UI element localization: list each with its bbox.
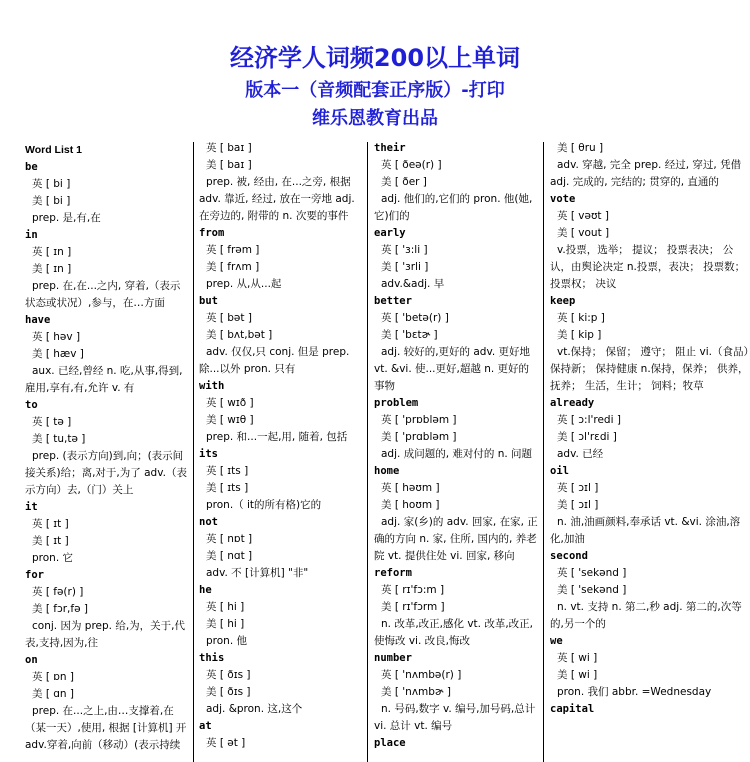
pronunciation-us: 美 [ 'nʌmbɚ ] (381, 686, 451, 698)
pronunciation-uk: 英 [ 'nʌmbə(r) ] (381, 669, 462, 681)
word-entry (550, 463, 750, 548)
word-entry (25, 567, 188, 652)
definition: conj. 因为 prep. 给,为，关于,代表,支持,因为,往 (25, 620, 186, 649)
pronunciation-us: 美 [ ɪts ] (206, 482, 249, 494)
definition: prep. 是,有,在 (32, 212, 101, 224)
pronunciation-uk: 英 [ tə ] (32, 416, 72, 428)
pronunciation-us: 美 [ rɪ'fɔrm ] (381, 601, 445, 613)
word-entry (374, 463, 538, 565)
pronunciation-us: 美 [ hi ] (206, 618, 245, 630)
word-entry (199, 514, 362, 582)
definition: prep. (表示方向)到,向；(表示间接关系)给；离,对于,为了 adv.（表示方向）去,（门）关上 (25, 450, 187, 496)
word-entry (374, 650, 538, 735)
pronunciation-uk: 英 [ 'sekənd ] (557, 567, 627, 579)
word-entry (199, 293, 362, 378)
word-columns (20, 140, 750, 750)
headword: their (374, 142, 406, 154)
headword: place (374, 737, 406, 749)
definition: adv.&adj. 早 (381, 278, 445, 290)
definition: pron. 它 (32, 552, 74, 564)
headword: better (374, 295, 412, 307)
word-entry (25, 652, 188, 754)
pronunciation-us: 美 [ ɪn ] (32, 263, 72, 275)
headword: with (199, 380, 225, 392)
word-entry (550, 140, 750, 191)
definition: prep. 在,在...之内, 穿着,（表示状态或状况）,参与，在…方面 (25, 280, 181, 309)
headword: its (199, 448, 218, 460)
headword: not (199, 516, 218, 528)
word-entry (550, 548, 750, 633)
word-entry (199, 225, 362, 293)
pronunciation-uk: 英 [ 'prɒbləm ] (381, 414, 457, 426)
word-entry (199, 650, 362, 718)
definition: pron.（ it的所有格)它的 (206, 499, 322, 511)
pronunciation-uk: 英 [ baɪ ] (206, 142, 252, 154)
definition: prep. 和...一起,用, 随着, 包括 (206, 431, 348, 443)
pronunciation-uk: 英 [ wɪð ] (206, 397, 254, 409)
pronunciation-us: 美 [ vout ] (557, 227, 610, 239)
column-divider (543, 142, 544, 762)
headword: but (199, 295, 218, 307)
pronunciation-uk: 英 [ ɪn ] (32, 246, 72, 258)
pronunciation-uk: 英 [ 'betə(r) ] (381, 312, 449, 324)
definition: adj. &pron. 这,这个 (206, 703, 303, 715)
pronunciation-uk: 英 [ həʊm ] (381, 482, 440, 494)
definition: n. 油,油画颜料,奉承话 vt. &vi. 涂油,溶化,加油 (550, 516, 741, 545)
pronunciation-uk: 英 [ həv ] (32, 331, 81, 343)
word-entry (25, 499, 188, 567)
pronunciation-us: 美 [ baɪ ] (206, 159, 252, 171)
document-subtitle: 版本一（音频配套正序版）-打印 (245, 80, 505, 101)
pronunciation-uk: 英 [ fə(r) ] (32, 586, 84, 598)
word-entry (199, 582, 362, 650)
column-1 (25, 140, 188, 760)
headword: we (550, 635, 563, 647)
definition: n. vt. 支持 n. 第二,秒 adj. 第二的,次等的,另一个的 (550, 601, 742, 630)
pronunciation-us: 美 [ hoʊm ] (381, 499, 440, 511)
headword: problem (374, 397, 419, 409)
column-3 (374, 140, 538, 760)
column-2 (199, 140, 362, 760)
word-entry (25, 397, 188, 499)
column-divider (367, 142, 368, 762)
definition: prep. 被, 经由, 在...之旁, 根据 adv. 靠近, 经过, 放在一旁地 adj. 在旁边的, 附带的 n. 次要的事件 (199, 176, 355, 222)
pronunciation-uk: 英 [ hi ] (206, 601, 245, 613)
headword: at (199, 720, 212, 732)
definition: adv. 穿越, 完全 prep. 经过, 穿过, 凭借 adj. 完成的, 完结的; 贯穿的, 直通的 (550, 159, 742, 188)
headword: number (374, 652, 412, 664)
headword: reform (374, 567, 412, 579)
headword: early (374, 227, 406, 239)
definition: adv. 仅仅,只 conj. 但是 prep. 除...以外 pron. 只有 (199, 346, 350, 375)
pronunciation-uk: 英 [ ðɪs ] (206, 669, 251, 681)
pronunciation-us: 美 [ ðer ] (381, 176, 427, 188)
definition: adj. 家(乡)的 adv. 回家, 在家, 正确的方向 n. 家, 住所, 国内的, 养老院 vt. 提供住处 vi. 回家, 移向 (374, 516, 538, 562)
pronunciation-uk: 英 [ ðeə(r) ] (381, 159, 442, 171)
pronunciation-uk: 英 [ vəʊt ] (557, 210, 609, 222)
definition: n. 改革,改正,感化 vt. 改革,改正,使悔改 vi. 改良,悔改 (374, 618, 534, 647)
pronunciation-uk: 英 [ bi ] (32, 178, 71, 190)
pronunciation-uk: 英 [ ɔɪl ] (557, 482, 599, 494)
pronunciation-uk: 英 [ rɪ'fɔ:m ] (381, 584, 445, 596)
definition: adv. 不 [计算机] "非" (206, 567, 309, 579)
pronunciation-uk: 英 [ bət ] (206, 312, 252, 324)
headword: oil (550, 465, 569, 477)
pronunciation-us: 美 [ bʌt,bət ] (206, 329, 273, 341)
column-divider (193, 142, 194, 762)
headword: have (25, 314, 51, 326)
document-title: 经济学人词频200以上单词 (229, 44, 521, 72)
pronunciation-uk: 英 [ ət ] (206, 737, 246, 749)
word-entry (550, 395, 750, 463)
definition: aux. 已经,曾经 n. 吃,从事,得到,雇用,享有,有,允许 v. 有 (25, 365, 183, 394)
headword: already (550, 397, 595, 409)
pronunciation-us: 美 [ wɪθ ] (206, 414, 254, 426)
word-entry (199, 140, 362, 225)
headword: to (25, 399, 38, 411)
pronunciation-us: 美 [ nɑt ] (206, 550, 253, 562)
headword: it (25, 501, 38, 513)
definition: adj. 较好的,更好的 adv. 更好地 vt. &vi. 使...更好,超越 n. 更好的事物 (374, 346, 531, 392)
headword: keep (550, 295, 576, 307)
pronunciation-uk: 英 [ ɒn ] (32, 671, 75, 683)
word-entry (25, 227, 188, 312)
pronunciation-us: 美 [ ðɪs ] (206, 686, 251, 698)
word-entry (199, 718, 362, 752)
word-entry (25, 159, 188, 227)
word-entry (550, 293, 750, 395)
pronunciation-us: 美 [ ɑn ] (32, 688, 75, 700)
headword: vote (550, 193, 576, 205)
pronunciation-us: 美 [ frʌm ] (206, 261, 260, 273)
pronunciation-us: 美 [ ɔɪl ] (557, 499, 599, 511)
word-entry (374, 293, 538, 395)
word-entry (25, 312, 188, 397)
pronunciation-us: 美 [ ɔl'rɛdi ] (557, 431, 617, 443)
headword: be (25, 161, 38, 173)
definition: v.投票，选举； 提议； 投票表决； 公认，由舆论决定 n.投票，表决； 投票数； 投票权； 决议 (550, 244, 746, 290)
pronunciation-uk: 英 [ ki:p ] (557, 312, 605, 324)
publisher-line: 维乐恩教育出品 (312, 108, 438, 129)
headword: this (199, 652, 225, 664)
pronunciation-us: 美 [ wi ] (557, 669, 598, 681)
pronunciation-us: 美 [ tu,tə ] (32, 433, 86, 445)
word-entry (550, 633, 750, 701)
definition: prep. 从,从...起 (206, 278, 282, 290)
pronunciation-us: 美 [ 'prɑbləm ] (381, 431, 457, 443)
pronunciation-uk: 英 [ ɔ:l'redi ] (557, 414, 621, 426)
word-entry (374, 395, 538, 463)
headword: he (199, 584, 212, 596)
column-4 (550, 140, 750, 760)
definition: adj. 他们的,它们的 pron. 他(她,它)们的 (374, 193, 533, 222)
definition: pron. 他 (206, 635, 248, 647)
headword: on (25, 654, 38, 666)
definition: vt.保持； 保留； 遵守； 阻止 vi.（食品）保持新； 保持健康 n.保持，保养； 供养，抚养； 生活，生计； 饲料；牧草 (550, 346, 749, 392)
pronunciation-uk: 美 [ θru ] (557, 142, 604, 154)
definition: adj. 成问题的, 难对付的 n. 问题 (381, 448, 533, 460)
word-entry (374, 140, 538, 225)
word-entry (374, 565, 538, 650)
headword: for (25, 569, 44, 581)
word-entry (550, 701, 750, 718)
definition: pron. 我们 abbr. =Wednesday (557, 686, 712, 698)
pronunciation-us: 美 [ 'ɜrli ] (381, 261, 429, 273)
headword: capital (550, 703, 595, 715)
definition: prep. 在...之上,由…支撑着,在（某一天）,使用, 根据 [计算机] 开 adv.穿着,向前（移动）(表示持续 (25, 705, 187, 751)
pronunciation-us: 美 [ kip ] (557, 329, 602, 341)
pronunciation-us: 美 [ 'sekənd ] (557, 584, 627, 596)
pronunciation-uk: 英 [ nɒt ] (206, 533, 253, 545)
pronunciation-us: 美 [ bi ] (32, 195, 71, 207)
pronunciation-uk: 英 [ frəm ] (206, 244, 260, 256)
headword: from (199, 227, 225, 239)
headword: in (25, 229, 38, 241)
headword: home (374, 465, 400, 477)
pronunciation-us: 美 [ fɔr,fə ] (32, 603, 88, 615)
pronunciation-us: 美 [ hæv ] (32, 348, 84, 360)
definition: n. 号码,数字 v. 编号,加号码,总计 vi. 总计 vt. 编号 (374, 703, 536, 732)
word-list-title: Word List 1 (25, 144, 82, 156)
pronunciation-uk: 英 [ wi ] (557, 652, 598, 664)
word-entry (199, 378, 362, 446)
definition: adv. 已经 (557, 448, 604, 460)
pronunciation-us: 美 [ 'bɛtɚ ] (381, 329, 438, 341)
headword: second (550, 550, 588, 562)
word-entry (374, 735, 538, 752)
word-entry (550, 191, 750, 293)
pronunciation-us: 美 [ ɪt ] (32, 535, 69, 547)
pronunciation-uk: 英 [ 'ɜ:li ] (381, 244, 428, 256)
pronunciation-uk: 英 [ ɪt ] (32, 518, 69, 530)
pronunciation-uk: 英 [ ɪts ] (206, 465, 249, 477)
word-entry (374, 225, 538, 293)
word-entry (199, 446, 362, 514)
